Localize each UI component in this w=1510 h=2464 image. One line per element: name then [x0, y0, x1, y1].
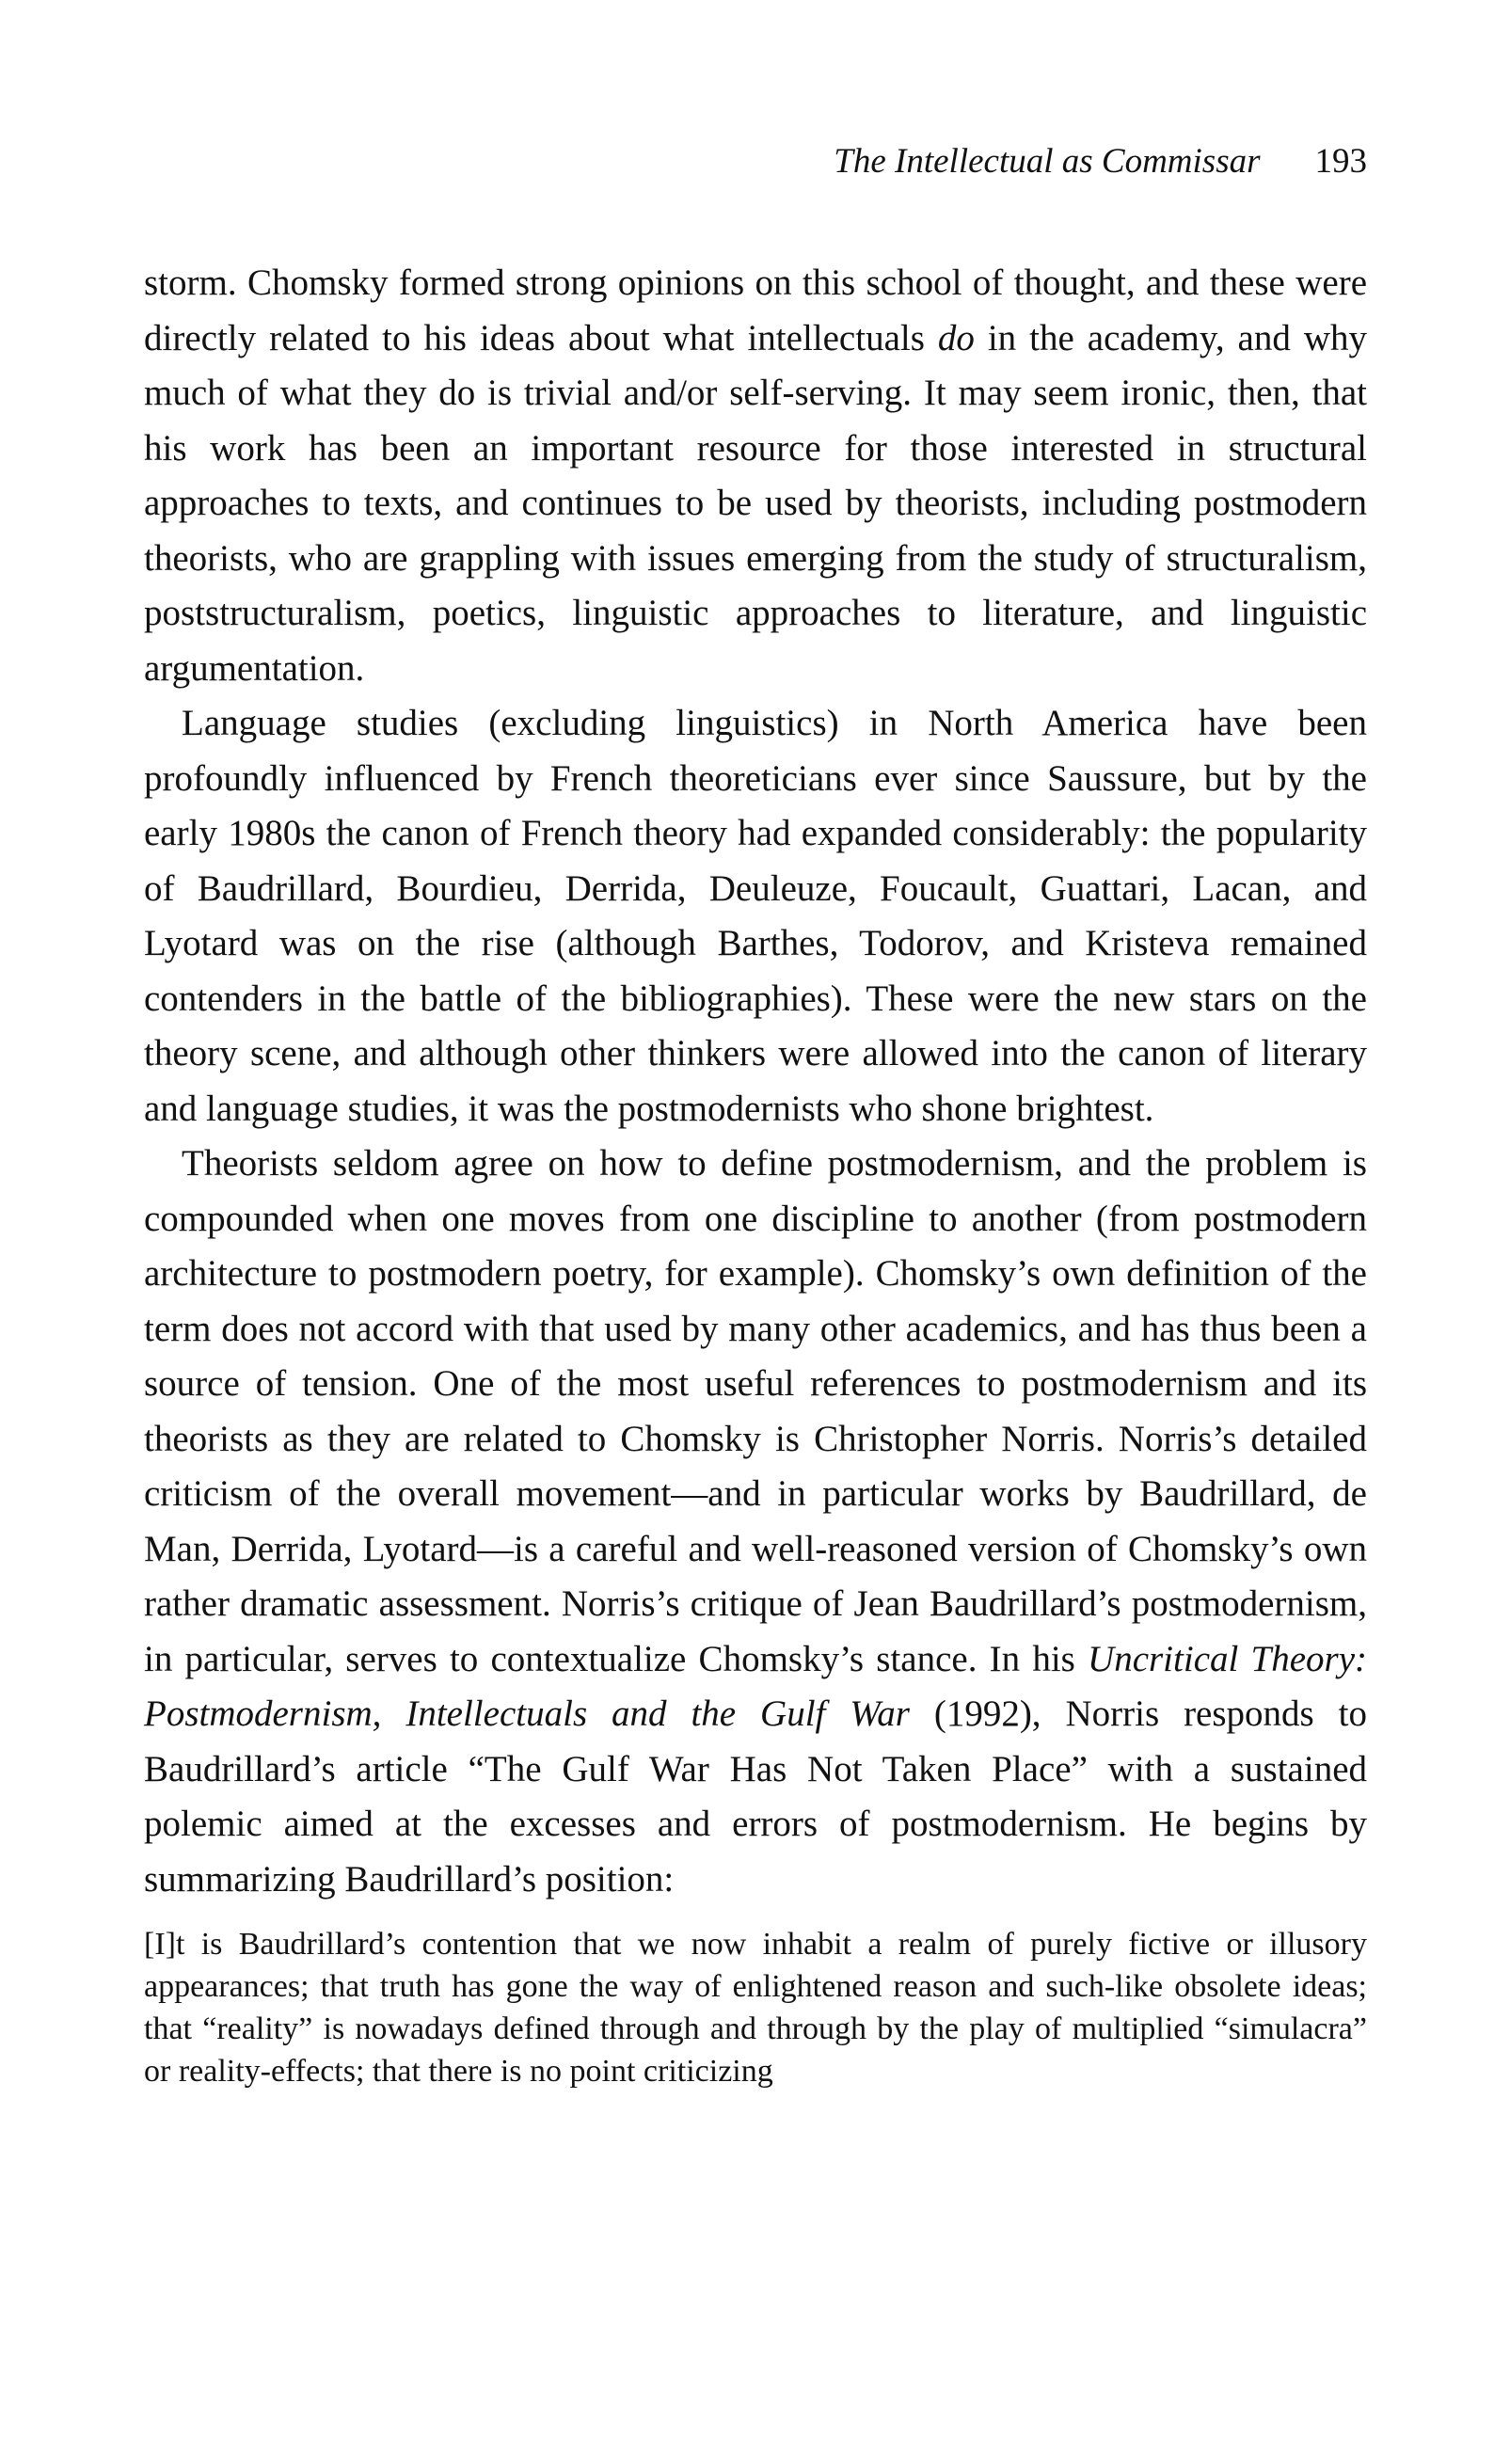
paragraph-3-text-c: (1992), Norris responds to Baudrillard’s article “The Gulf War Has Not Taken Place” with a sustained polemic aimed at the excesses and errors of postmodernism. He begins by summarizing Baudrillard’s position: [144, 1693, 1367, 1900]
paragraph-3 [144, 1137, 1367, 1907]
block-quote [144, 1923, 1367, 2092]
paragraph-2: Language studies (excluding linguistics) in North America have been profoundly influenced by French theoreticians ever since Saussure, but by the early 1980s the canon of French theory had expanded considerably: the popularity of Baudrillard, Bourdieu, Derrida, Deuleuze, Foucault, Guattari, Lacan, and Lyotard was on the rise (although Barthes, Todorov, and Kristeva remained contenders in the battle of the bibliographies). These were the new stars on the theory scene, and although other thinkers were allowed into the canon of literary and language studies, it was the postmodernists who shone brightest. [144, 703, 1367, 1129]
paragraph-1-text-a: storm. Chomsky formed strong opinions on this school of thought, and these were directly related to his ideas about what intellectuals [144, 262, 1367, 358]
main-text [144, 256, 1367, 2092]
block-quote-text: [I]t is Baudrillard’s contention that we now inhabit a realm of purely fictive or illusory appearances; that truth has gone the way of enlightened reason and such-like obsolete ideas; that “reality” is nowadays defined through and through by the play of multiplied “simulacra” or reality-effects; that there is no point criticizing [144, 1927, 1367, 2089]
paragraph-1-text-c: in the academy, and why much of what they do is trivial and/or self-serving. It may seem ironic, then, that his work has been an important resource for those interested in structural approaches to texts, and continues to be used by theorists, including postmodern theorists, who are grappling with issues emerging from the study of structuralism, poststructuralism, poetics, linguistic approaches to literature, and linguistic argumentation. [144, 317, 1367, 689]
book-title: Uncritical Theory: Postmodernism, Intellectuals and the Gulf War [144, 1638, 1367, 1734]
paragraph-3-text-a: Theorists seldom agree on how to define postmodernism, and the problem is compounded when one moves from one discipline to another (from postmodern architecture to postmodern poetry, for example). Chomsky’s own definition of the term does not accord with that used by many other academics, and has thus been a source of tension. One of the most useful references to postmodernism and its theorists as they are related to Chomsky is Christopher Norris. Norris’s detailed criticism of the overall movement—and in particular works by Baudrillard, de Man, Derrida, Lyotard—is a careful and well-reasoned version of Chomsky’s own rather dramatic assessment. Norris’s critique of Jean Baudrillard’s postmodernism, in particular, serves to contextualize Chomsky’s stance. In his [144, 1143, 1367, 1679]
running-head [144, 139, 1367, 184]
running-head-title: The Intellectual as Commissar [834, 142, 1261, 181]
paragraph-1-emphasis: do [937, 317, 975, 358]
paragraph-1 [144, 256, 1367, 696]
page-number: 193 [1314, 142, 1367, 181]
